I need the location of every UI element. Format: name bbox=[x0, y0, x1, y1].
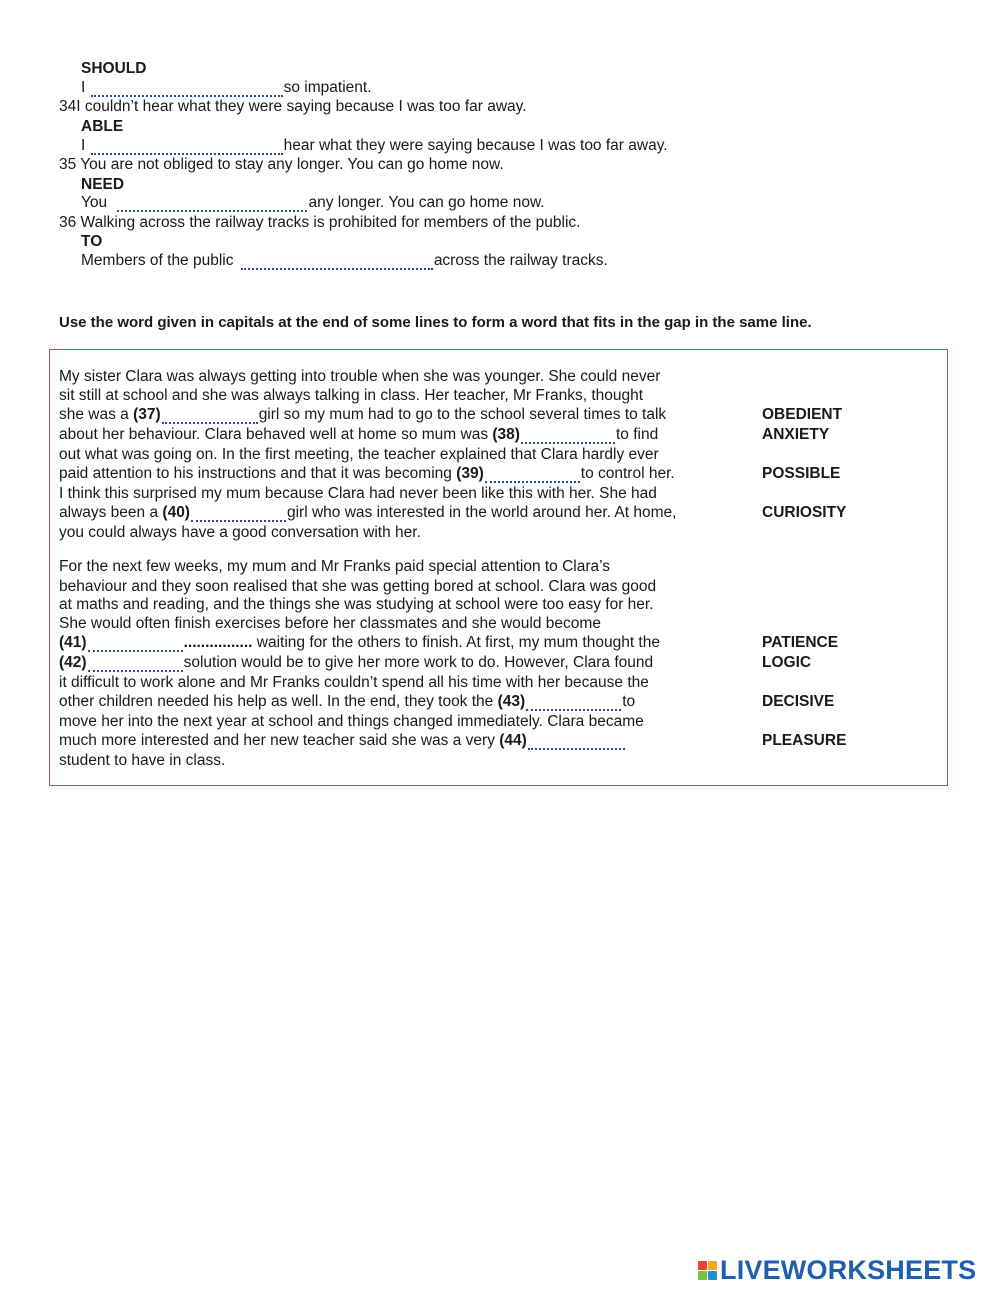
text-line: at maths and reading, and the things she was studying at school were too easy for her. bbox=[59, 596, 654, 613]
stem-word-40: CURIOSITY bbox=[762, 504, 847, 521]
text-line-41 bbox=[59, 633, 660, 652]
text-segment: other children needed his help as well. In the end, they took the bbox=[59, 693, 498, 710]
gap-40[interactable] bbox=[191, 504, 286, 522]
gap-37[interactable] bbox=[162, 406, 258, 424]
gap-39[interactable] bbox=[485, 465, 580, 483]
text-line: it difficult to work alone and Mr Franks couldn’t spend all his time with her because the bbox=[59, 674, 649, 691]
stem-word-43: DECISIVE bbox=[762, 693, 835, 710]
text-segment: solution would be to give her more work to do. However, Clara found bbox=[183, 654, 654, 671]
text-line: behaviour and they soon realised that she was getting bored at school. Clara was good bbox=[59, 578, 657, 595]
stem-word-44: PLEASURE bbox=[762, 732, 847, 749]
gap-number-42: (42) bbox=[59, 654, 87, 671]
text-line-42 bbox=[59, 653, 653, 672]
instruction-text: Use the word given in capitals at the end of some lines to form a word that fits in the gap in the same line. bbox=[59, 314, 812, 331]
gap-number-44: (44) bbox=[499, 732, 527, 749]
text-line-37 bbox=[59, 405, 666, 424]
answer-gap-36[interactable] bbox=[241, 252, 433, 270]
gap-42[interactable] bbox=[88, 654, 183, 672]
stem-word-42: LOGIC bbox=[762, 654, 812, 671]
logo-squares-icon bbox=[698, 1261, 717, 1280]
text-line-43 bbox=[59, 692, 635, 711]
answer-line-36 bbox=[81, 251, 608, 270]
logo-square bbox=[708, 1261, 717, 1270]
text-segment: much more interested and her new teacher said she was a very bbox=[59, 732, 500, 749]
question-35: 35 You are not obliged to stay any longer. You can go home now. bbox=[59, 156, 504, 173]
stem-word-37: OBEDIENT bbox=[762, 406, 843, 423]
keyword-need: NEED bbox=[81, 176, 125, 193]
text-line: My sister Clara was always getting into trouble when she was younger. She could never bbox=[59, 368, 661, 385]
gap-number-41: (41) bbox=[59, 634, 87, 651]
logo-square bbox=[698, 1271, 707, 1280]
answer-end: any longer. You can go home now. bbox=[308, 194, 545, 211]
keyword-should: SHOULD bbox=[81, 60, 147, 77]
logo-square bbox=[708, 1271, 717, 1280]
gap-44[interactable] bbox=[528, 732, 625, 750]
answer-start: I bbox=[81, 79, 86, 96]
text-segment: waiting for the others to finish. At first, my mum thought the bbox=[252, 634, 660, 651]
text-line: move her into the next year at school and things changed immediately. Clara became bbox=[59, 713, 644, 730]
text-line-39 bbox=[59, 464, 675, 483]
gap-41[interactable] bbox=[88, 634, 183, 652]
logo-square bbox=[698, 1261, 707, 1270]
answer-start: I bbox=[81, 137, 86, 154]
question-36: 36 Walking across the railway tracks is prohibited for members of the public. bbox=[59, 214, 581, 231]
liveworksheets-logo bbox=[698, 1255, 976, 1285]
text-segment: to find bbox=[615, 426, 659, 443]
text-line: For the next few weeks, my mum and Mr Franks paid special attention to Clara’s bbox=[59, 558, 611, 575]
answer-line-34 bbox=[81, 136, 668, 155]
text-segment: always been a bbox=[59, 504, 163, 521]
gap-dots-41: ................ bbox=[183, 634, 253, 651]
keyword-able: ABLE bbox=[81, 118, 124, 135]
gap-number-39: (39) bbox=[456, 465, 484, 482]
question-34: 34I couldn’t hear what they were saying because I was too far away. bbox=[59, 98, 527, 115]
text-line: She would often finish exercises before her classmates and she would become bbox=[59, 615, 601, 632]
keyword-to: TO bbox=[81, 233, 103, 250]
text-line: you could always have a good conversation with her. bbox=[59, 524, 421, 541]
gap-43[interactable] bbox=[526, 693, 621, 711]
text-segment: to control her. bbox=[580, 465, 675, 482]
gap-38[interactable] bbox=[521, 426, 615, 444]
text-segment: about her behaviour. Clara behaved well at home so mum was bbox=[59, 426, 493, 443]
text-line: student to have in class. bbox=[59, 752, 226, 769]
gap-number-37: (37) bbox=[133, 406, 161, 423]
text-segment: she was a bbox=[59, 406, 134, 423]
gap-number-43: (43) bbox=[497, 693, 526, 710]
text-line-38 bbox=[59, 425, 658, 444]
text-line-44 bbox=[59, 731, 626, 750]
answer-line-33 bbox=[81, 78, 372, 97]
stem-word-38: ANXIETY bbox=[762, 426, 830, 443]
text-segment: to bbox=[622, 693, 636, 710]
gap-number-40: (40) bbox=[162, 504, 190, 521]
text-line: I think this surprised my mum because Clara had never been like this with her. She had bbox=[59, 485, 657, 502]
text-line-40 bbox=[59, 503, 676, 522]
answer-gap-33[interactable] bbox=[91, 79, 283, 97]
answer-gap-34[interactable] bbox=[91, 137, 283, 155]
answer-gap-35[interactable] bbox=[117, 194, 307, 212]
text-line: sit still at school and she was always talking in class. Her teacher, Mr Franks, thought bbox=[59, 387, 644, 404]
answer-end: so impatient. bbox=[283, 79, 372, 96]
answer-start: Members of the public bbox=[81, 252, 234, 269]
answer-end: hear what they were saying because I was too far away. bbox=[283, 137, 668, 154]
answer-end: across the railway tracks. bbox=[433, 252, 608, 269]
text-segment: girl who was interested in the world around her. At home, bbox=[286, 504, 677, 521]
answer-line-35 bbox=[81, 193, 545, 212]
answer-start: You bbox=[81, 194, 108, 211]
gap-number-38: (38) bbox=[492, 426, 520, 443]
stem-word-39: POSSIBLE bbox=[762, 465, 841, 482]
text-line: out what was going on. In the first meeting, the teacher explained that Clara hardly ever bbox=[59, 446, 659, 463]
text-segment: paid attention to his instructions and that it was becoming bbox=[59, 465, 457, 482]
stem-word-41: PATIENCE bbox=[762, 634, 839, 651]
text-segment: girl so my mum had to go to the school several times to talk bbox=[258, 406, 667, 423]
logo-text: LIVEWORKSHEETS bbox=[720, 1255, 977, 1285]
